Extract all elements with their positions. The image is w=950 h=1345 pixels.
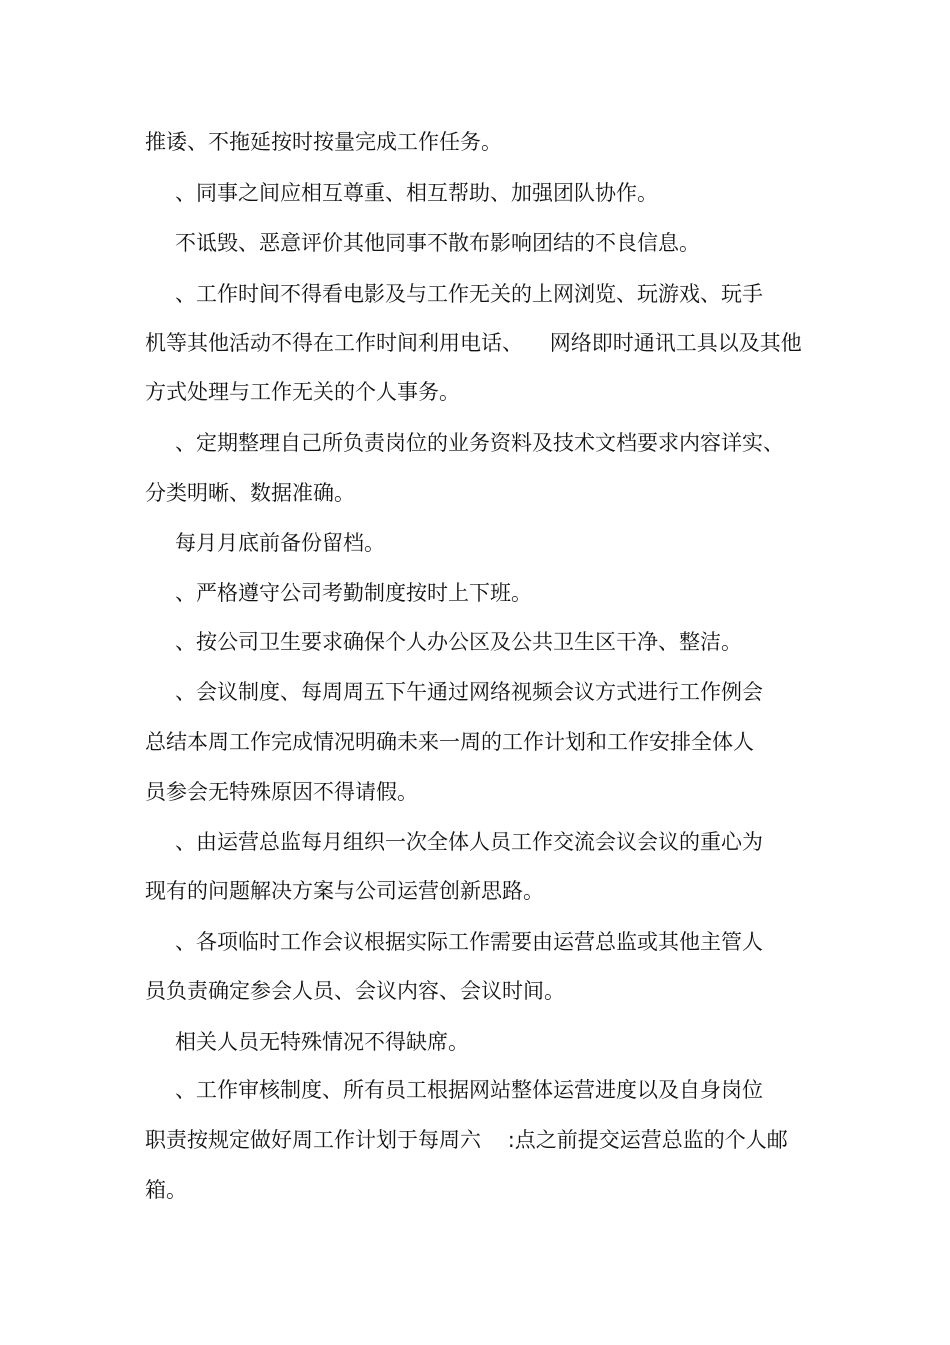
text-line: 职责按规定做好周工作计划于每周六 :点之前提交运营总监的个人邮 <box>145 1128 788 1152</box>
text-line: 总结本周工作完成情况明确未来一周的工作计划和工作安排全体人 <box>145 730 754 754</box>
text-line: 箱。 <box>145 1178 187 1202</box>
text-line: 分类明晰、数据准确。 <box>145 481 355 505</box>
text-line: 、会议制度、每周周五下午通过网络视频会议方式进行工作例会 <box>175 680 763 704</box>
text-line: 员负责确定参会人员、会议内容、会议时间。 <box>145 979 565 1003</box>
text-line: 现有的问题解决方案与公司运营创新思路。 <box>145 879 544 903</box>
text-line: 相关人员无特殊情况不得缺席。 <box>175 1030 469 1054</box>
text-line: 、按公司卫生要求确保个人办公区及公共卫生区干净、整洁。 <box>175 630 742 654</box>
text-line: 、工作时间不得看电影及与工作无关的上网浏览、玩游戏、玩手 <box>175 282 763 306</box>
text-line: 、严格遵守公司考勤制度按时上下班。 <box>175 581 532 605</box>
text-line: 、各项临时工作会议根据实际工作需要由运营总监或其他主管人 <box>175 930 763 954</box>
text-line: 员参会无特殊原因不得请假。 <box>145 780 418 804</box>
text-line: 、由运营总监每月组织一次全体人员工作交流会议会议的重心为 <box>175 830 763 854</box>
text-line: 机等其他活动不得在工作时间利用电话、 网络即时通讯工具以及其他 <box>145 331 802 355</box>
text-line: 不诋毁、恶意评价其他同事不散布影响团结的不良信息。 <box>175 231 700 255</box>
text-line: 、同事之间应相互尊重、相互帮助、加强团队协作。 <box>175 181 658 205</box>
text-line: 、定期整理自己所负责岗位的业务资料及技术文档要求内容详实、 <box>175 431 784 455</box>
text-line: 推诿、不拖延按时按量完成工作任务。 <box>145 130 502 154</box>
text-line: 每月月底前备份留档。 <box>175 531 385 555</box>
text-line: 、工作审核制度、所有员工根据网站整体运营进度以及自身岗位 <box>175 1078 763 1102</box>
text-line: 方式处理与工作无关的个人事务。 <box>145 380 460 404</box>
